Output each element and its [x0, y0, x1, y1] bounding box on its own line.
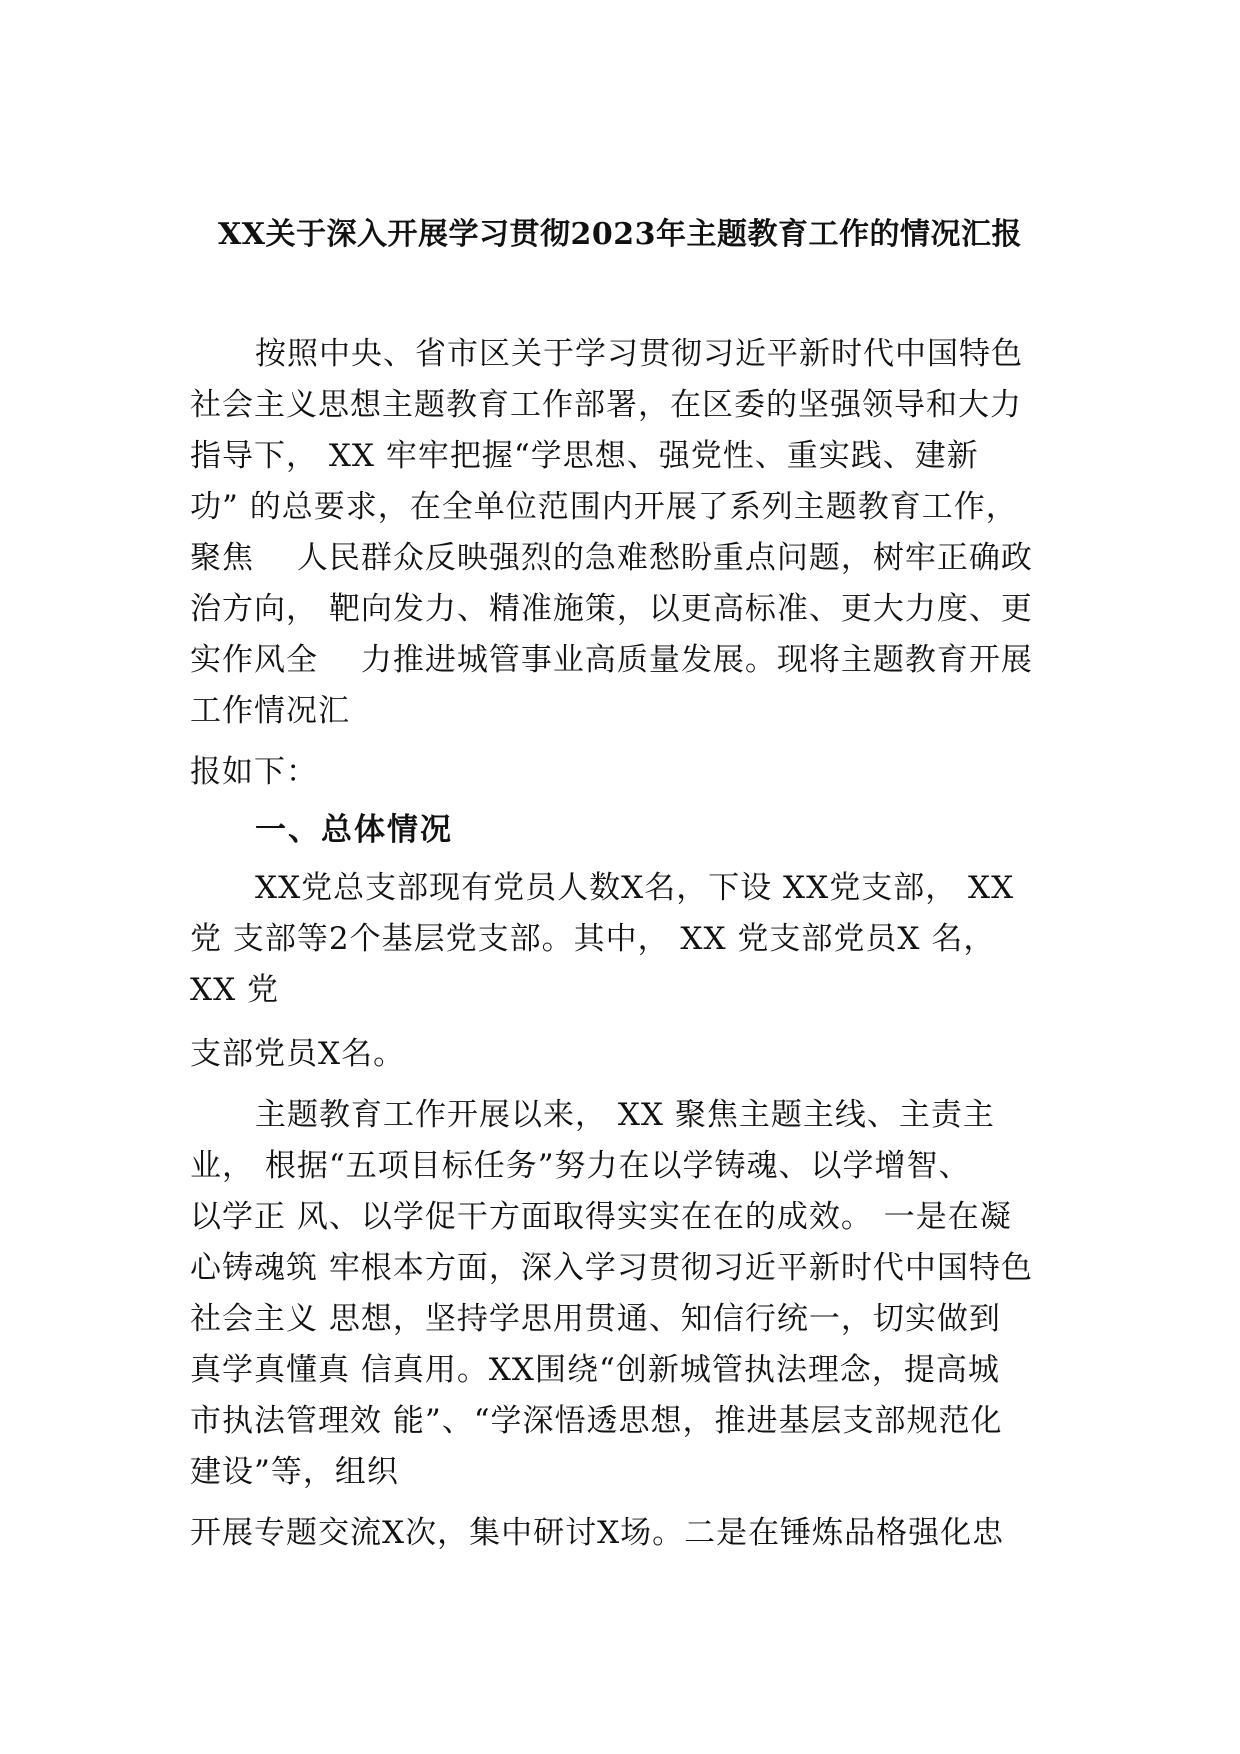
paragraph-line: 主题教育工作开展以来， XX 聚焦主题主线、主责主	[255, 1097, 995, 1133]
paragraph-line: 真学真懂真 信真用。XX围绕“创新城管执法理念，提高城	[190, 1352, 1000, 1388]
paragraph-line: XX 党	[190, 972, 279, 1008]
paragraph-line: 业， 根据“五项目标任务”努力在以学铸魂、以学增智、	[190, 1148, 971, 1184]
paragraph-line: 社会主义思想主题教育工作部署，在区委的坚强领导和大力	[190, 387, 1022, 423]
paragraph-line: 治方向， 靶向发力、精准施策，以更高标准、更大力度、更	[190, 591, 1033, 627]
section-heading: 一、总体情况	[255, 812, 453, 848]
document-title: XX关于深入开展学习贯彻2023年主题教育工作的情况汇报	[217, 217, 1023, 252]
paragraph-line: 聚焦 人民群众反映强烈的急难愁盼重点问题，树牢正确政	[190, 540, 1033, 576]
paragraph-line: 报如下：	[190, 754, 318, 790]
paragraph-line: 支部党员X名。	[190, 1036, 406, 1072]
paragraph-line: XX党总支部现有党员人数X名，下设 XX党支部， XX	[255, 870, 1015, 906]
paragraph-line: 心铸魂筑 牢根本方面，深入学习贯彻习近平新时代中国特色	[190, 1250, 1033, 1286]
paragraph-line: 市执法管理效 能”、“学深悟透思想，推进基层支部规范化	[190, 1403, 1003, 1439]
paragraph-line: 以学正 风、以学促干方面取得实实在在的成效。 一是在凝	[190, 1199, 1012, 1235]
paragraph-line: 按照中央、省市区关于学习贯彻习近平新时代中国特色	[255, 336, 1023, 372]
paragraph-line: 工作情况汇	[190, 693, 350, 729]
paragraph-line: 党 支部等2个基层党支部。其中， XX 党支部党员X 名，	[190, 921, 996, 957]
paragraph-line: 社会主义 思想，坚持学思用贯通、知信行统一，切实做到	[190, 1301, 1001, 1337]
paragraph-line: 指导下， XX 牢牢把握“学思想、强党性、重实践、建新	[190, 438, 979, 474]
paragraph-line: 实作风全 力推进城管事业高质量发展。现将主题教育开展	[190, 642, 1033, 678]
paragraph-line: 建设”等，组织	[190, 1454, 399, 1490]
paragraph-line: 功” 的总要求，在全单位范围内开展了系列主题教育工作，	[190, 489, 1018, 525]
paragraph-line: 开展专题交流X次，集中研讨X场。二是在锤炼品格强化忠	[190, 1515, 1005, 1551]
